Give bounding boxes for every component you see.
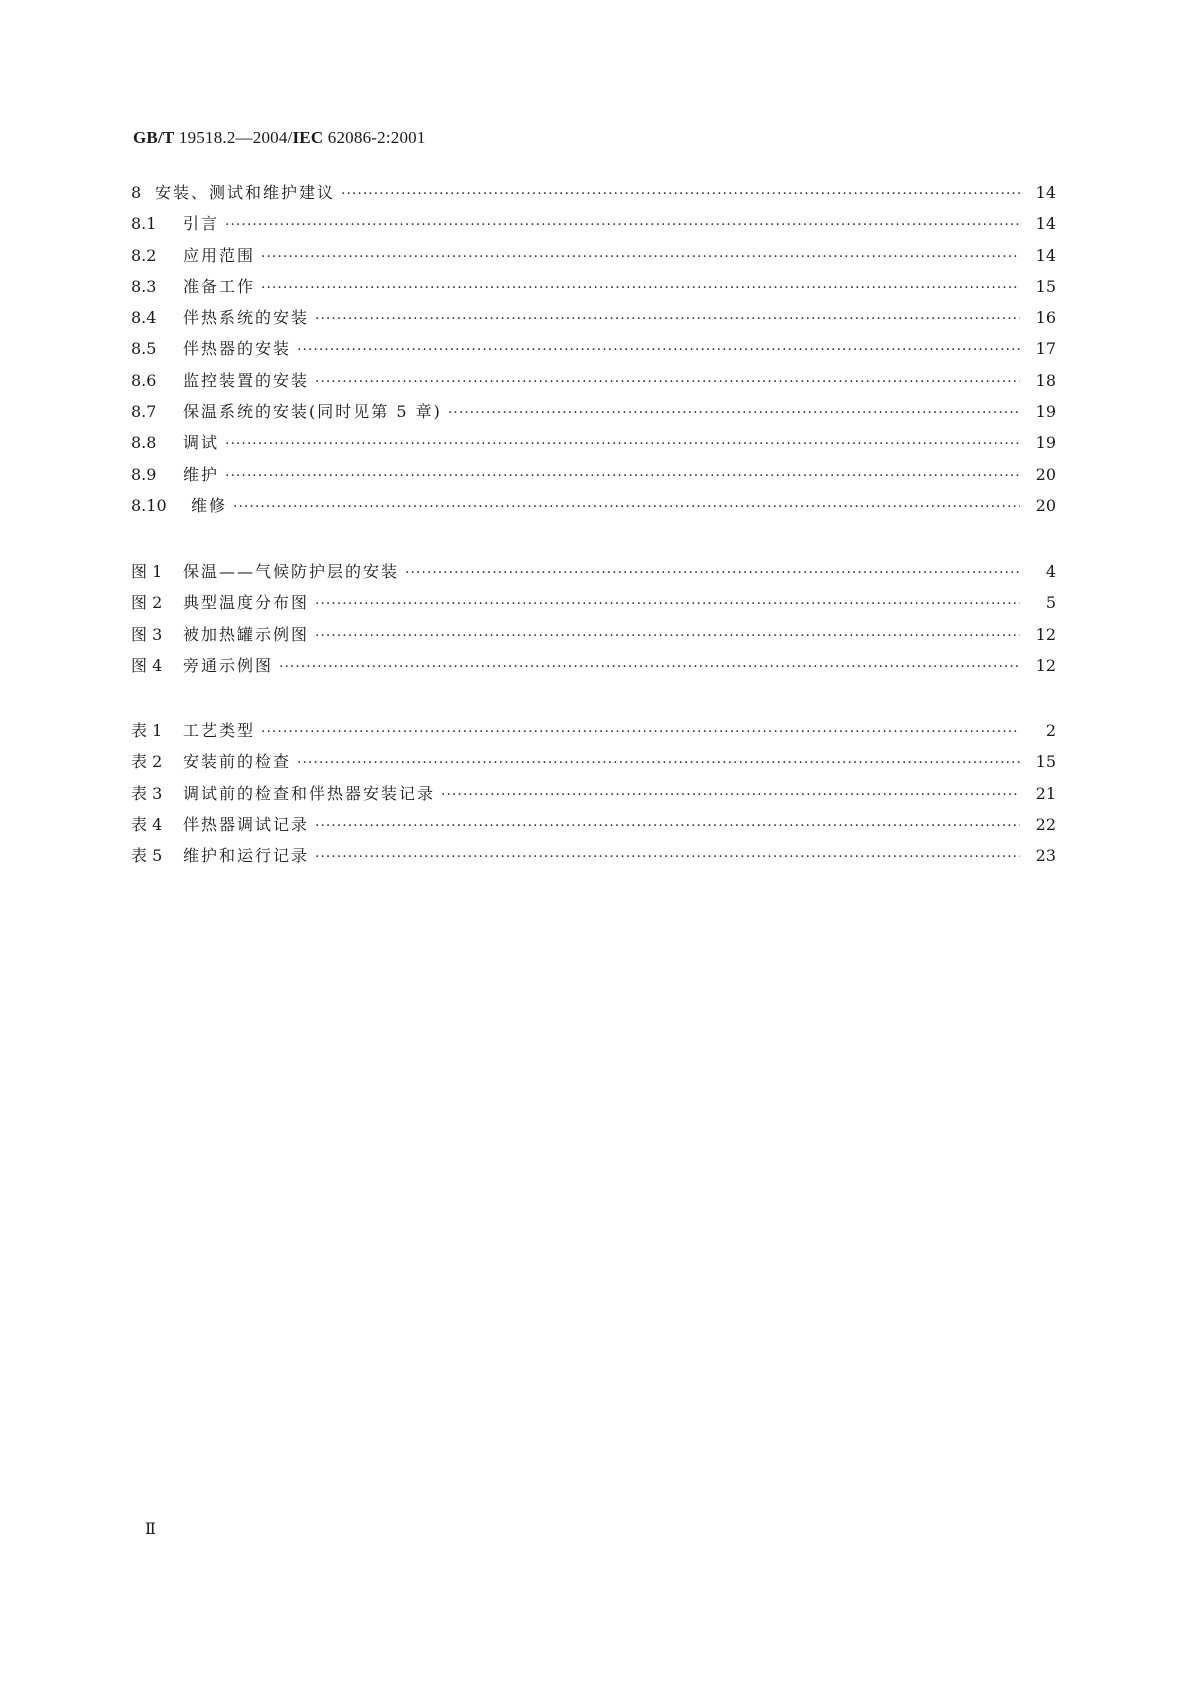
toc-figure-entry[interactable] <box>131 590 1056 621</box>
table-page: 15 <box>1035 752 1056 772</box>
toc-entry-page: 14 <box>1035 214 1056 234</box>
toc-entry[interactable] <box>131 430 1056 461</box>
toc-leader-dots <box>233 499 1020 515</box>
toc-leader-dots <box>315 818 1020 834</box>
figure-page: 4 <box>1045 562 1056 581</box>
figure-number: 图 4 <box>131 655 163 675</box>
toc-entry-number: 8 <box>131 183 142 202</box>
figure-title: 被加热罐示例图 <box>183 624 310 644</box>
table-title: 调试前的检查和伴热器安装记录 <box>183 783 436 803</box>
toc-leader-dots <box>261 280 1020 296</box>
toc-entry[interactable] <box>131 211 1056 242</box>
toc-leader-dots <box>297 755 1020 771</box>
toc-entry-page: 15 <box>1035 276 1056 296</box>
table-page: 22 <box>1035 814 1056 834</box>
toc-entry[interactable] <box>131 399 1056 430</box>
toc-leader-dots <box>315 849 1020 865</box>
toc-table-entry[interactable] <box>131 749 1056 780</box>
toc-entry[interactable] <box>131 305 1056 336</box>
toc-leader-dots <box>315 311 1020 327</box>
toc-leader-dots <box>405 565 1020 581</box>
toc-entry-number: 8.1 <box>131 214 157 234</box>
standard-prefix: GB/T <box>133 128 175 147</box>
page-number-footer: Ⅱ <box>145 1519 156 1538</box>
toc-table-entry[interactable] <box>131 812 1056 843</box>
toc-entry-page: 16 <box>1035 308 1056 328</box>
figure-number: 图 1 <box>131 562 163 581</box>
table-number: 表 2 <box>131 752 163 772</box>
table-title: 维护和运行记录 <box>183 846 310 866</box>
toc-leader-dots <box>225 468 1020 484</box>
document-header <box>133 128 426 148</box>
toc-entry-title: 应用范围 <box>183 245 256 265</box>
figure-number: 图 3 <box>131 624 163 644</box>
toc-leader-dots <box>315 374 1020 390</box>
toc-entry-page: 20 <box>1035 495 1056 515</box>
toc-figure-entry[interactable] <box>131 622 1056 653</box>
toc-table-entry[interactable] <box>131 843 1056 874</box>
toc-entry-title: 伴热器的安装 <box>183 339 292 359</box>
table-number: 表 4 <box>131 814 163 834</box>
toc-entry-number: 8.7 <box>131 402 157 422</box>
table-number: 表 5 <box>131 846 163 866</box>
figure-page: 12 <box>1035 655 1056 675</box>
toc-entry-page: 19 <box>1035 402 1056 422</box>
toc-leader-dots <box>225 436 1020 452</box>
toc-sections <box>131 180 1056 524</box>
figure-number: 图 2 <box>131 593 163 613</box>
toc-entry[interactable] <box>131 368 1056 399</box>
table-title: 伴热器调试记录 <box>183 814 310 834</box>
toc-entry[interactable] <box>131 243 1056 274</box>
toc-entry[interactable] <box>131 462 1056 493</box>
figure-page: 12 <box>1035 624 1056 644</box>
toc-entry-title: 准备工作 <box>183 276 256 296</box>
toc-leader-dots <box>315 628 1020 644</box>
toc-table-entry[interactable] <box>131 718 1056 749</box>
toc-leader-dots <box>261 249 1020 265</box>
toc-leader-dots <box>448 405 1020 421</box>
toc-entry-title: 保温系统的安装(同时见第 5 章) <box>183 402 442 422</box>
toc-entry[interactable] <box>131 336 1056 367</box>
toc-entry[interactable] <box>131 493 1056 524</box>
toc-entry-title: 安装、测试和维护建议 <box>155 183 336 202</box>
toc-entry-page: 14 <box>1035 245 1056 265</box>
toc-entry-title: 伴热系统的安装 <box>183 308 310 328</box>
toc-leader-dots <box>279 659 1020 675</box>
iec-prefix: IEC <box>292 128 324 147</box>
toc-leader-dots <box>315 596 1020 612</box>
toc-leader-dots <box>261 724 1020 740</box>
toc-entry-title: 引言 <box>183 214 220 234</box>
toc-entry-page: 19 <box>1035 433 1056 453</box>
toc-tables <box>131 718 1056 874</box>
table-page: 2 <box>1045 721 1056 740</box>
toc-entry[interactable] <box>131 180 1056 211</box>
toc-entry-number: 8.2 <box>131 245 157 265</box>
toc-entry-page: 17 <box>1035 339 1056 359</box>
toc-entry-number: 8.5 <box>131 339 157 359</box>
toc-entry-page: 18 <box>1035 370 1056 390</box>
table-page: 21 <box>1035 783 1056 803</box>
toc-entry-number: 8.6 <box>131 370 157 390</box>
toc-entry-title: 调试 <box>183 433 220 453</box>
figure-page: 5 <box>1045 593 1056 613</box>
toc-figure-entry[interactable] <box>131 653 1056 684</box>
toc-entry[interactable] <box>131 274 1056 305</box>
toc-entry-title: 维修 <box>191 495 228 515</box>
table-title: 工艺类型 <box>183 721 256 740</box>
toc-entry-number: 8.10 <box>131 495 167 515</box>
toc-entry-number: 8.3 <box>131 276 157 296</box>
table-page: 23 <box>1035 846 1056 866</box>
toc-figure-entry[interactable] <box>131 559 1056 590</box>
toc-figures <box>131 559 1056 684</box>
standard-code: 19518.2—2004/ <box>178 128 293 147</box>
toc-entry-page: 14 <box>1035 183 1056 202</box>
toc-leader-dots <box>341 186 1020 202</box>
toc-leader-dots <box>441 787 1020 803</box>
table-number: 表 1 <box>131 721 163 740</box>
table-title: 安装前的检查 <box>183 752 292 772</box>
toc-entry-page: 20 <box>1035 464 1056 484</box>
figure-title: 典型温度分布图 <box>183 593 310 613</box>
table-number: 表 3 <box>131 783 163 803</box>
toc-entry-number: 8.9 <box>131 464 157 484</box>
toc-entry-number: 8.4 <box>131 308 157 328</box>
figure-title: 保温——气候防护层的安装 <box>183 562 400 581</box>
figure-title: 旁通示例图 <box>183 655 274 675</box>
toc-table-entry[interactable] <box>131 781 1056 812</box>
toc-leader-dots <box>297 342 1020 358</box>
toc-entry-title: 监控装置的安装 <box>183 370 310 390</box>
iec-code: 62086-2:2001 <box>327 128 426 147</box>
toc-entry-number: 8.8 <box>131 433 157 453</box>
toc-entry-title: 维护 <box>183 464 220 484</box>
toc-leader-dots <box>225 217 1020 233</box>
